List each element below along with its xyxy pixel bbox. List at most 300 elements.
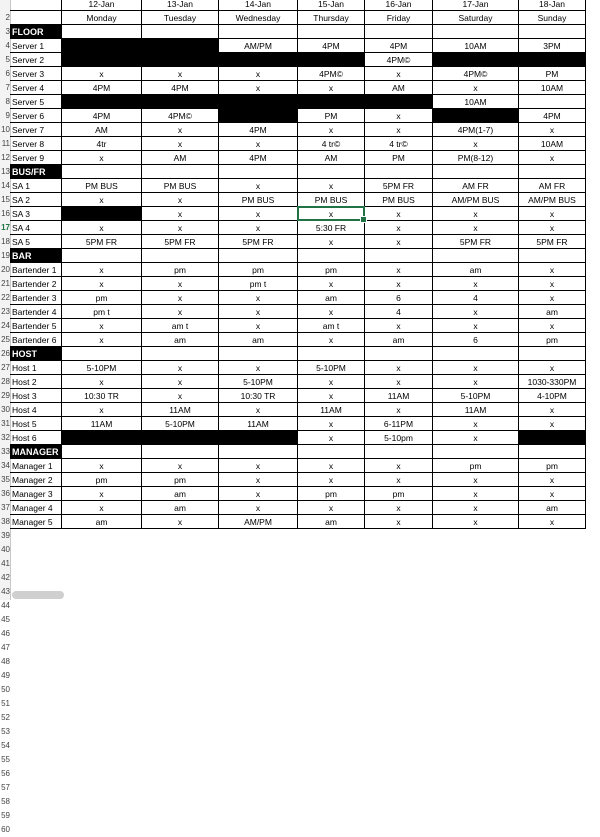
section-spacer-cell[interactable]: [142, 347, 219, 361]
shift-cell[interactable]: pm: [142, 473, 219, 487]
shift-cell[interactable]: x: [219, 459, 298, 473]
shift-cell[interactable]: x: [298, 179, 365, 193]
shift-cell[interactable]: x: [519, 291, 586, 305]
shift-cell[interactable]: 10:30 TR: [219, 389, 298, 403]
horizontal-scrollbar-thumb[interactable]: [12, 591, 64, 599]
shift-cell[interactable]: am: [365, 333, 433, 347]
blocked-cell[interactable]: [142, 53, 219, 67]
staff-label[interactable]: Manager 2: [10, 473, 62, 487]
shift-cell[interactable]: x: [219, 319, 298, 333]
shift-cell[interactable]: x: [62, 221, 142, 235]
row-number[interactable]: 55: [1, 755, 10, 764]
shift-cell[interactable]: x: [519, 361, 586, 375]
blocked-cell[interactable]: [62, 207, 142, 221]
shift-cell[interactable]: x: [142, 459, 219, 473]
shift-cell[interactable]: 4PM©: [365, 53, 433, 67]
shift-cell[interactable]: x: [519, 487, 586, 501]
shift-cell[interactable]: x: [519, 221, 586, 235]
blocked-cell[interactable]: [219, 53, 298, 67]
shift-cell[interactable]: PM BUS: [142, 179, 219, 193]
shift-cell[interactable]: x: [219, 361, 298, 375]
shift-cell[interactable]: x: [142, 291, 219, 305]
section-spacer-cell[interactable]: [142, 25, 219, 39]
shift-cell[interactable]: x: [365, 361, 433, 375]
row-number[interactable]: 54: [1, 741, 10, 750]
section-spacer-cell[interactable]: [433, 347, 519, 361]
staff-label[interactable]: SA 4: [10, 221, 62, 235]
shift-cell[interactable]: x: [142, 361, 219, 375]
day-header-4[interactable]: Thursday: [298, 11, 365, 25]
row-number[interactable]: 19: [1, 251, 10, 260]
blocked-cell[interactable]: [298, 95, 365, 109]
day-header-5[interactable]: Friday: [365, 11, 433, 25]
section-spacer-cell[interactable]: [219, 25, 298, 39]
row-number[interactable]: 47: [1, 643, 10, 652]
shift-cell[interactable]: 4PM: [298, 39, 365, 53]
row-number[interactable]: 60: [1, 825, 10, 834]
staff-label[interactable]: SA 2: [10, 193, 62, 207]
shift-cell[interactable]: x: [433, 361, 519, 375]
row-number[interactable]: 32: [1, 433, 10, 442]
blocked-cell[interactable]: [219, 109, 298, 123]
section-spacer-cell[interactable]: [519, 25, 586, 39]
section-spacer-cell[interactable]: [433, 25, 519, 39]
section-spacer-cell[interactable]: [365, 445, 433, 459]
row-number[interactable]: 31: [1, 419, 10, 428]
shift-cell[interactable]: x: [298, 333, 365, 347]
shift-cell[interactable]: AM: [142, 151, 219, 165]
shift-cell[interactable]: am: [142, 487, 219, 501]
row-number[interactable]: 48: [1, 657, 10, 666]
section-spacer-cell[interactable]: [433, 165, 519, 179]
row-number[interactable]: 5: [5, 55, 10, 64]
shift-cell[interactable]: x: [433, 305, 519, 319]
blocked-cell[interactable]: [433, 109, 519, 123]
shift-cell[interactable]: x: [142, 137, 219, 151]
shift-cell[interactable]: 4PM©: [298, 67, 365, 81]
day-header-7[interactable]: Sunday: [519, 11, 586, 25]
row-number[interactable]: 16: [1, 209, 10, 218]
shift-cell[interactable]: 1030-330PM: [519, 375, 586, 389]
staff-label[interactable]: Server 9: [10, 151, 62, 165]
shift-cell[interactable]: x: [62, 375, 142, 389]
section-spacer-cell[interactable]: [219, 347, 298, 361]
shift-cell[interactable]: [519, 95, 586, 109]
shift-cell[interactable]: AM: [365, 81, 433, 95]
row-number[interactable]: 12: [1, 153, 10, 162]
shift-cell[interactable]: 4PM: [365, 39, 433, 53]
staff-label[interactable]: Bartender 3: [10, 291, 62, 305]
row-number[interactable]: 21: [1, 279, 10, 288]
row-number[interactable]: 58: [1, 797, 10, 806]
shift-cell[interactable]: x: [298, 473, 365, 487]
shift-cell[interactable]: AM/PM: [219, 39, 298, 53]
section-header-bar[interactable]: BAR: [10, 249, 62, 263]
row-number[interactable]: 37: [1, 503, 10, 512]
shift-cell[interactable]: 4PM©: [433, 67, 519, 81]
shift-cell[interactable]: x: [62, 459, 142, 473]
shift-cell[interactable]: x: [62, 67, 142, 81]
blocked-cell[interactable]: [142, 95, 219, 109]
date-header-3[interactable]: 14-Jan: [219, 0, 298, 11]
shift-cell[interactable]: am: [142, 501, 219, 515]
section-spacer-cell[interactable]: [365, 25, 433, 39]
shift-cell[interactable]: 11AM: [142, 403, 219, 417]
shift-cell[interactable]: x: [519, 417, 586, 431]
blocked-cell[interactable]: [219, 95, 298, 109]
section-spacer-cell[interactable]: [142, 165, 219, 179]
section-spacer-cell[interactable]: [298, 249, 365, 263]
corner-cell-2[interactable]: [10, 11, 62, 25]
section-spacer-cell[interactable]: [298, 25, 365, 39]
day-header-3[interactable]: Wednesday: [219, 11, 298, 25]
shift-cell[interactable]: x: [433, 319, 519, 333]
shift-cell[interactable]: x: [62, 319, 142, 333]
shift-cell[interactable]: 5PM FR: [433, 235, 519, 249]
shift-cell[interactable]: 11AM: [62, 417, 142, 431]
shift-cell[interactable]: pm: [433, 459, 519, 473]
shift-cell[interactable]: 4 tr©: [365, 137, 433, 151]
shift-cell[interactable]: pm: [142, 263, 219, 277]
shift-cell[interactable]: x: [298, 207, 365, 221]
section-spacer-cell[interactable]: [298, 445, 365, 459]
staff-label[interactable]: Host 5: [10, 417, 62, 431]
shift-cell[interactable]: x: [433, 417, 519, 431]
row-number[interactable]: 35: [1, 475, 10, 484]
shift-cell[interactable]: AM/PM BUS: [519, 193, 586, 207]
shift-cell[interactable]: 10:30 TR: [62, 389, 142, 403]
shift-cell[interactable]: 11AM: [219, 417, 298, 431]
blocked-cell[interactable]: [519, 431, 586, 445]
staff-label[interactable]: Host 2: [10, 375, 62, 389]
shift-cell[interactable]: 5PM FR: [62, 235, 142, 249]
shift-cell[interactable]: am: [433, 263, 519, 277]
row-number[interactable]: 26: [1, 349, 10, 358]
blocked-cell[interactable]: [142, 431, 219, 445]
shift-cell[interactable]: x: [62, 333, 142, 347]
shift-cell[interactable]: x: [433, 277, 519, 291]
shift-cell[interactable]: x: [298, 235, 365, 249]
row-number[interactable]: 59: [1, 811, 10, 820]
shift-cell[interactable]: x: [365, 515, 433, 529]
shift-cell[interactable]: 5PM FR: [365, 179, 433, 193]
shift-cell[interactable]: x: [433, 81, 519, 95]
row-number[interactable]: 22: [1, 293, 10, 302]
shift-cell[interactable]: x: [519, 403, 586, 417]
row-number[interactable]: 14: [1, 181, 10, 190]
section-header-host[interactable]: HOST: [10, 347, 62, 361]
blocked-cell[interactable]: [62, 95, 142, 109]
row-number[interactable]: 2: [5, 13, 10, 22]
section-spacer-cell[interactable]: [519, 249, 586, 263]
shift-cell[interactable]: PM: [365, 151, 433, 165]
row-number[interactable]: 28: [1, 377, 10, 386]
blocked-cell[interactable]: [433, 53, 519, 67]
shift-cell[interactable]: pm: [298, 263, 365, 277]
staff-label[interactable]: Server 3: [10, 67, 62, 81]
section-spacer-cell[interactable]: [433, 249, 519, 263]
row-number[interactable]: 56: [1, 769, 10, 778]
date-header-7[interactable]: 18-Jan: [519, 0, 586, 11]
shift-cell[interactable]: 5PM FR: [142, 235, 219, 249]
section-spacer-cell[interactable]: [519, 165, 586, 179]
shift-cell[interactable]: x: [219, 67, 298, 81]
shift-cell[interactable]: x: [365, 403, 433, 417]
shift-cell[interactable]: x: [142, 193, 219, 207]
shift-cell[interactable]: 6: [365, 291, 433, 305]
shift-cell[interactable]: pm t: [62, 305, 142, 319]
staff-label[interactable]: Server 6: [10, 109, 62, 123]
section-spacer-cell[interactable]: [219, 249, 298, 263]
shift-cell[interactable]: x: [365, 263, 433, 277]
row-number[interactable]: 43: [1, 587, 10, 596]
date-header-1[interactable]: 12-Jan: [62, 0, 142, 11]
shift-cell[interactable]: 5-10pm: [365, 431, 433, 445]
staff-label[interactable]: Manager 1: [10, 459, 62, 473]
date-header-4[interactable]: 15-Jan: [298, 0, 365, 11]
shift-cell[interactable]: 5-10PM: [433, 389, 519, 403]
row-number[interactable]: 18: [1, 237, 10, 246]
section-spacer-cell[interactable]: [219, 165, 298, 179]
shift-cell[interactable]: 3PM: [519, 39, 586, 53]
row-number[interactable]: 49: [1, 671, 10, 680]
section-header-manager[interactable]: MANAGER: [10, 445, 62, 459]
row-number[interactable]: 13: [1, 167, 10, 176]
shift-cell[interactable]: 10AM: [519, 81, 586, 95]
shift-cell[interactable]: x: [365, 67, 433, 81]
shift-cell[interactable]: x: [365, 375, 433, 389]
section-header-bus-fr[interactable]: BUS/FR: [10, 165, 62, 179]
shift-cell[interactable]: x: [365, 459, 433, 473]
shift-cell[interactable]: x: [365, 501, 433, 515]
blocked-cell[interactable]: [62, 431, 142, 445]
shift-cell[interactable]: x: [433, 501, 519, 515]
shift-cell[interactable]: pm: [519, 459, 586, 473]
shift-cell[interactable]: x: [519, 151, 586, 165]
shift-cell[interactable]: pm: [62, 473, 142, 487]
section-spacer-cell[interactable]: [365, 165, 433, 179]
staff-label[interactable]: Server 4: [10, 81, 62, 95]
shift-cell[interactable]: PM(8-12): [433, 151, 519, 165]
shift-cell[interactable]: x: [365, 277, 433, 291]
shift-cell[interactable]: x: [519, 123, 586, 137]
blocked-cell[interactable]: [142, 39, 219, 53]
shift-cell[interactable]: x: [298, 277, 365, 291]
shift-cell[interactable]: 4 tr©: [298, 137, 365, 151]
row-number[interactable]: 44: [1, 601, 10, 610]
shift-cell[interactable]: 11AM: [433, 403, 519, 417]
staff-label[interactable]: SA 1: [10, 179, 62, 193]
staff-label[interactable]: Bartender 1: [10, 263, 62, 277]
section-spacer-cell[interactable]: [62, 25, 142, 39]
row-number[interactable]: 38: [1, 517, 10, 526]
shift-cell[interactable]: am: [142, 333, 219, 347]
day-header-1[interactable]: Monday: [62, 11, 142, 25]
shift-cell[interactable]: x: [365, 207, 433, 221]
row-number[interactable]: 7: [5, 83, 10, 92]
shift-cell[interactable]: 4PM: [519, 109, 586, 123]
shift-cell[interactable]: x: [219, 501, 298, 515]
shift-cell[interactable]: 4PM(1-7): [433, 123, 519, 137]
shift-cell[interactable]: 10AM: [433, 39, 519, 53]
date-header-6[interactable]: 17-Jan: [433, 0, 519, 11]
shift-cell[interactable]: 5:30 FR: [298, 221, 365, 235]
shift-cell[interactable]: 4: [433, 291, 519, 305]
blocked-cell[interactable]: [219, 431, 298, 445]
shift-cell[interactable]: x: [62, 501, 142, 515]
section-spacer-cell[interactable]: [219, 445, 298, 459]
row-number[interactable]: 42: [1, 573, 10, 582]
shift-cell[interactable]: AM/PM: [219, 515, 298, 529]
shift-cell[interactable]: x: [519, 277, 586, 291]
row-number[interactable]: 45: [1, 615, 10, 624]
shift-cell[interactable]: x: [142, 305, 219, 319]
shift-cell[interactable]: 10AM: [519, 137, 586, 151]
shift-cell[interactable]: x: [433, 137, 519, 151]
shift-cell[interactable]: x: [142, 221, 219, 235]
shift-cell[interactable]: AM FR: [519, 179, 586, 193]
row-number[interactable]: 24: [1, 321, 10, 330]
shift-cell[interactable]: x: [142, 515, 219, 529]
shift-cell[interactable]: pm t: [219, 277, 298, 291]
shift-cell[interactable]: PM BUS: [219, 193, 298, 207]
blocked-cell[interactable]: [365, 95, 433, 109]
section-spacer-cell[interactable]: [298, 347, 365, 361]
section-header-floor[interactable]: FLOOR: [10, 25, 62, 39]
staff-label[interactable]: Server 5: [10, 95, 62, 109]
shift-cell[interactable]: x: [519, 515, 586, 529]
section-spacer-cell[interactable]: [142, 445, 219, 459]
shift-cell[interactable]: PM: [298, 109, 365, 123]
row-number[interactable]: 41: [1, 559, 10, 568]
shift-cell[interactable]: 4PM: [62, 81, 142, 95]
row-number[interactable]: 11: [1, 139, 10, 148]
shift-cell[interactable]: x: [433, 431, 519, 445]
shift-cell[interactable]: 11AM: [365, 389, 433, 403]
shift-cell[interactable]: x: [365, 123, 433, 137]
shift-cell[interactable]: 4PM: [142, 81, 219, 95]
row-number[interactable]: 36: [1, 489, 10, 498]
row-number[interactable]: 34: [1, 461, 10, 470]
row-number[interactable]: 4: [5, 41, 10, 50]
shift-cell[interactable]: PM BUS: [298, 193, 365, 207]
shift-cell[interactable]: x: [519, 263, 586, 277]
shift-cell[interactable]: x: [433, 487, 519, 501]
shift-cell[interactable]: PM: [519, 67, 586, 81]
shift-cell[interactable]: am: [219, 333, 298, 347]
shift-cell[interactable]: 4PM: [62, 109, 142, 123]
shift-cell[interactable]: am: [519, 305, 586, 319]
shift-cell[interactable]: AM FR: [433, 179, 519, 193]
shift-cell[interactable]: x: [519, 319, 586, 333]
shift-cell[interactable]: x: [298, 389, 365, 403]
staff-label[interactable]: Manager 3: [10, 487, 62, 501]
shift-cell[interactable]: x: [365, 109, 433, 123]
staff-label[interactable]: Host 6: [10, 431, 62, 445]
shift-cell[interactable]: x: [62, 193, 142, 207]
section-spacer-cell[interactable]: [62, 445, 142, 459]
shift-cell[interactable]: x: [62, 487, 142, 501]
shift-cell[interactable]: 5-10PM: [62, 361, 142, 375]
shift-cell[interactable]: x: [298, 123, 365, 137]
shift-cell[interactable]: x: [219, 487, 298, 501]
shift-cell[interactable]: x: [219, 403, 298, 417]
shift-cell[interactable]: 5-10PM: [219, 375, 298, 389]
shift-cell[interactable]: x: [433, 221, 519, 235]
row-number[interactable]: 33: [1, 447, 10, 456]
blocked-cell[interactable]: [519, 53, 586, 67]
row-number[interactable]: 50: [1, 685, 10, 694]
shift-cell[interactable]: AM: [62, 123, 142, 137]
staff-label[interactable]: SA 3: [10, 207, 62, 221]
blocked-cell[interactable]: [62, 53, 142, 67]
staff-label[interactable]: Bartender 5: [10, 319, 62, 333]
staff-label[interactable]: Bartender 6: [10, 333, 62, 347]
shift-cell[interactable]: am: [298, 291, 365, 305]
row-number[interactable]: 9: [5, 111, 10, 120]
shift-cell[interactable]: pm: [519, 333, 586, 347]
shift-cell[interactable]: 4-10PM: [519, 389, 586, 403]
row-number[interactable]: 3: [5, 27, 10, 36]
shift-cell[interactable]: x: [365, 235, 433, 249]
staff-label[interactable]: Server 1: [10, 39, 62, 53]
shift-cell[interactable]: x: [142, 389, 219, 403]
shift-cell[interactable]: AM/PM BUS: [433, 193, 519, 207]
shift-cell[interactable]: 6: [433, 333, 519, 347]
shift-cell[interactable]: 5-10PM: [298, 361, 365, 375]
shift-cell[interactable]: 5PM FR: [519, 235, 586, 249]
shift-cell[interactable]: x: [62, 277, 142, 291]
corner-cell[interactable]: [10, 0, 62, 11]
row-number[interactable]: 25: [1, 335, 10, 344]
shift-cell[interactable]: x: [433, 515, 519, 529]
section-spacer-cell[interactable]: [62, 165, 142, 179]
row-number[interactable]: 8: [5, 97, 10, 106]
shift-cell[interactable]: x: [219, 221, 298, 235]
shift-cell[interactable]: am: [298, 515, 365, 529]
row-number[interactable]: 6: [5, 69, 10, 78]
row-number[interactable]: 46: [1, 629, 10, 638]
shift-cell[interactable]: pm: [62, 291, 142, 305]
row-number[interactable]: 40: [1, 545, 10, 554]
shift-cell[interactable]: x: [298, 375, 365, 389]
shift-cell[interactable]: x: [142, 123, 219, 137]
shift-cell[interactable]: x: [142, 277, 219, 291]
shift-cell[interactable]: x: [298, 417, 365, 431]
shift-cell[interactable]: x: [433, 207, 519, 221]
shift-cell[interactable]: am t: [298, 319, 365, 333]
row-number[interactable]: 39: [1, 531, 10, 540]
shift-cell[interactable]: 4PM: [219, 151, 298, 165]
staff-label[interactable]: Bartender 2: [10, 277, 62, 291]
row-number[interactable]: 10: [1, 125, 10, 134]
staff-label[interactable]: Host 4: [10, 403, 62, 417]
row-number[interactable]: 57: [1, 783, 10, 792]
row-number[interactable]: 29: [1, 391, 10, 400]
staff-label[interactable]: Bartender 4: [10, 305, 62, 319]
shift-cell[interactable]: 4PM: [219, 123, 298, 137]
section-spacer-cell[interactable]: [519, 445, 586, 459]
shift-cell[interactable]: x: [62, 151, 142, 165]
shift-cell[interactable]: am: [62, 515, 142, 529]
row-number[interactable]: 17: [1, 223, 10, 232]
row-number[interactable]: 51: [1, 699, 10, 708]
shift-cell[interactable]: 5-10PM: [142, 417, 219, 431]
row-number[interactable]: 27: [1, 363, 10, 372]
shift-cell[interactable]: x: [298, 431, 365, 445]
shift-cell[interactable]: pm: [219, 263, 298, 277]
shift-cell[interactable]: am: [519, 501, 586, 515]
